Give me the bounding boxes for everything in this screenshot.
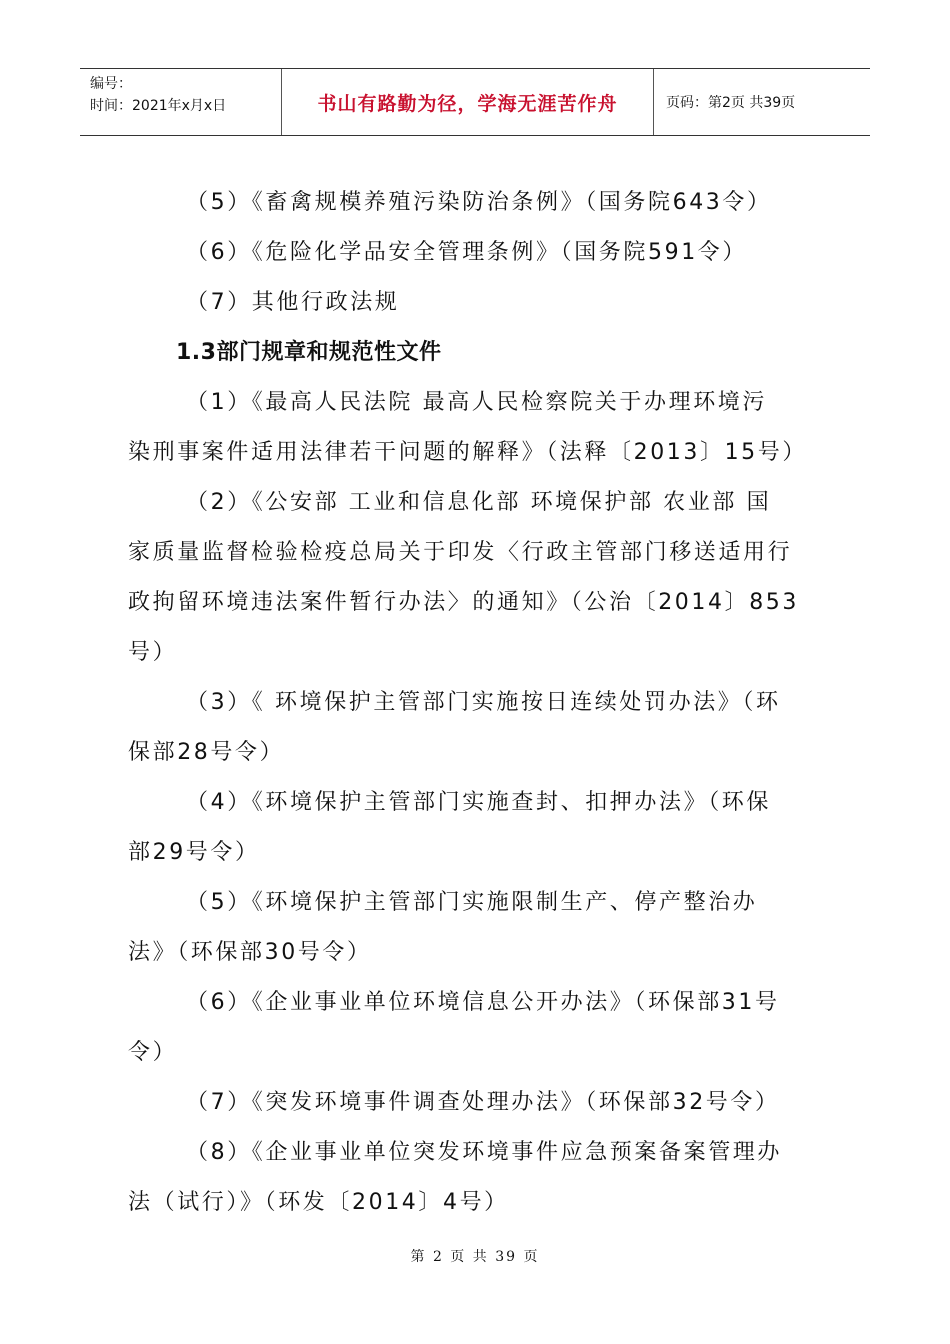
text-line: （6）《危险化学品安全管理条例》（国务院591令） (186, 240, 747, 265)
text-line: （8）《企业事业单位突发环境事件应急预案备案管理办 (186, 1140, 782, 1165)
text-line: 家质量监督检验检疫总局关于印发〈行政主管部门移送适用行 (128, 540, 793, 565)
text-line: （3）《 环境保护主管部门实施按日连续处罚办法》（环 (186, 690, 781, 715)
motto: 书山有路勤为径，学海无涯苦作舟 (317, 92, 618, 115)
text-line: （7）其他行政法规 (186, 290, 400, 315)
text-line: （7）《突发环境事件调查处理办法》（环保部32号令） (186, 1090, 780, 1115)
text-line: 号） (128, 640, 178, 665)
header-left-cell (80, 69, 282, 135)
page-footer: 第 2 页 共 39 页 (410, 1249, 540, 1265)
text-line: 染刑事案件适用法律若干问题的解释》（法释〔2013〕15号） (128, 440, 807, 465)
document-body (128, 178, 828, 1228)
text-line: （2）《公安部 工业和信息化部 环境保护部 农业部 国 (186, 490, 772, 515)
text-line: （5）《畜禽规模养殖污染防治条例》（国务院643令） (186, 190, 772, 215)
section-heading: 1.3部门规章和规范性文件 (176, 340, 442, 365)
time-label: 时间：2021年x月x日 (90, 98, 227, 114)
text-line: 政拘留环境违法案件暂行办法〉的通知》（公治〔2014〕853 (128, 590, 799, 615)
text-line: 令） (128, 1040, 178, 1065)
number-label: 编号： (90, 76, 132, 92)
text-line: （1）《最高人民法院 最高人民检察院关于办理环境污 (186, 390, 767, 415)
text-line: （6）《企业事业单位环境信息公开办法》（环保部31号 (186, 990, 780, 1015)
text-line: 法（试行）》（环发〔2014〕4号） (128, 1190, 509, 1215)
text-line: 部29号令） (128, 840, 260, 865)
text-line: 保部28号令） (128, 740, 285, 765)
header-motto-cell (282, 69, 654, 135)
text-line: （5）《环境保护主管部门实施限制生产、停产整治办 (186, 890, 758, 915)
text-line: 法》（环保部30号令） (128, 940, 372, 965)
page-header (80, 68, 870, 136)
page-info: 页码：第2页 共39页 (666, 95, 796, 111)
text-line: （4）《环境保护主管部门实施查封、扣押办法》（环保 (186, 790, 771, 815)
